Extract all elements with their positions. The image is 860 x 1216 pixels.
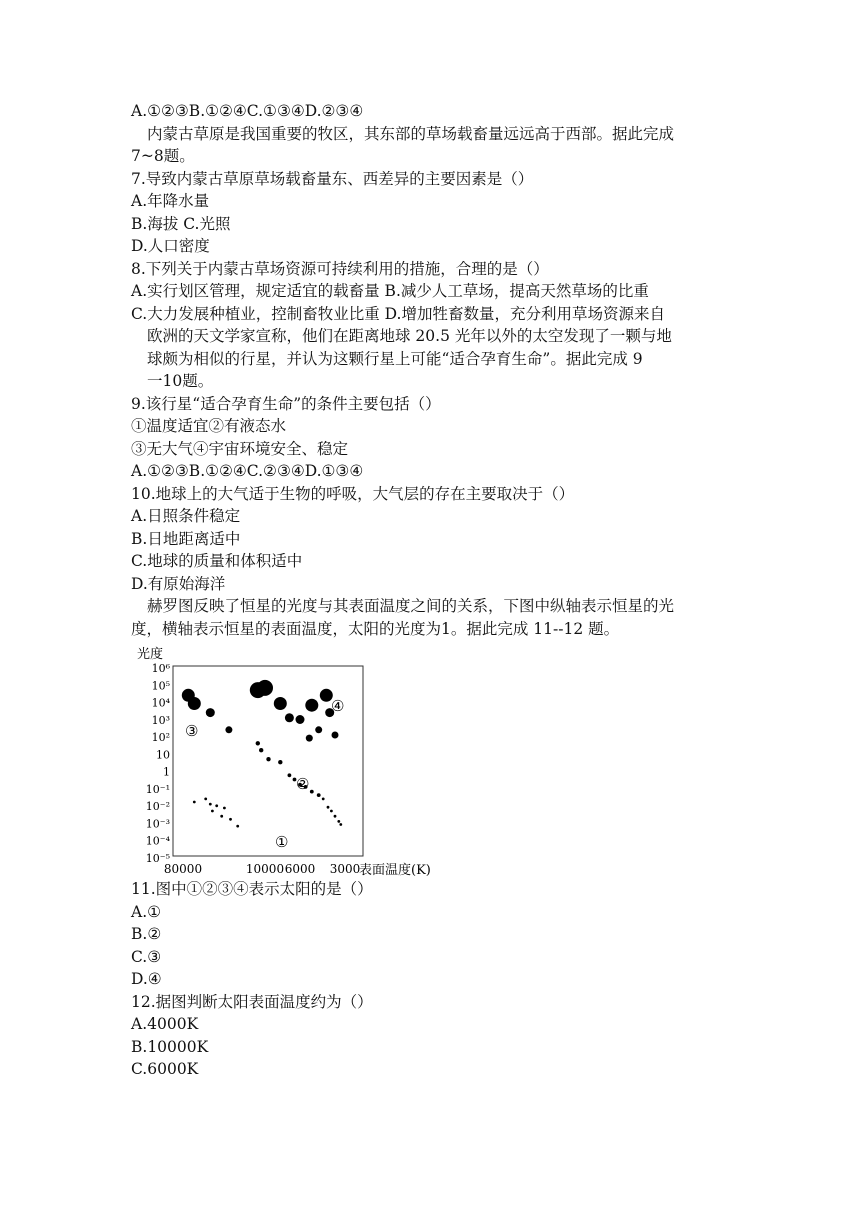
text-line: 一10题。 [147, 372, 214, 390]
star-point [223, 807, 226, 810]
star-point [209, 803, 212, 806]
question-line: B.10000K [131, 1037, 209, 1056]
x-axis-label: 表面温度(K) [359, 863, 431, 876]
group-label-1: ① [275, 833, 289, 851]
star-point [206, 708, 215, 717]
y-tick-label: 10⁴ [151, 696, 170, 710]
star-point [305, 699, 318, 712]
y-tick-label: 10⁻⁵ [145, 852, 170, 865]
star-point [229, 818, 232, 821]
y-tick-label: 10⁻² [145, 800, 170, 814]
text-line: 7~8题。 [131, 147, 195, 165]
star-point [322, 798, 325, 801]
text-line: A.①②③B.①②④C.②③④D.①③④ [131, 462, 364, 480]
y-tick-label: 10³ [151, 713, 170, 727]
group-label-3: ③ [185, 722, 199, 740]
star-point [259, 748, 263, 752]
group-label-2: ② [296, 775, 310, 793]
x-tick-label: 80000 [163, 862, 203, 876]
x-tick-labels [164, 862, 360, 876]
y-tick-label: 10² [151, 731, 170, 745]
text-line: ③无大气④宇宙环境安全、稳定 [131, 439, 349, 458]
y-axis-label: 光度 [137, 647, 164, 662]
x-tick-label: 10000 [245, 862, 285, 876]
text-line: D.有原始海洋 [131, 574, 226, 593]
text-line: 欧洲的天文学家宣称，他们在距离地球 20.5 光年以外的太空发现了一颗与地 [147, 327, 672, 345]
star-point [327, 806, 330, 809]
text-block-after-chart [131, 878, 731, 1081]
text-line: 7.导致内蒙古草原草场载畜量东、西差异的主要因素是（） [131, 169, 534, 188]
group-label-4: ④ [331, 697, 345, 715]
question-line: D.④ [131, 970, 162, 988]
hr-diagram [131, 644, 731, 876]
question-line: A.4000K [131, 1015, 199, 1033]
star-point [285, 713, 294, 722]
y-tick-label: 10⁶ [151, 662, 170, 675]
question-line: A.① [131, 902, 162, 921]
star-points [182, 680, 345, 828]
star-point [334, 815, 337, 818]
y-tick-label: 1 [163, 765, 170, 779]
star-point [188, 697, 201, 710]
star-point [220, 815, 223, 818]
question-line: B.② [131, 925, 162, 943]
star-point [296, 715, 305, 724]
text-block-before-chart [131, 100, 731, 640]
star-point [339, 823, 342, 826]
question-line: 11.图中①②③④表示太阳的是（） [131, 880, 373, 898]
text-line: A.①②③B.①②④C.①③④D.②③④ [131, 102, 364, 120]
text-line: 8.下列关于内蒙古草场资源可持续利用的措施，合理的是（） [131, 259, 549, 278]
star-point [315, 726, 322, 733]
text-line: 内蒙古草原是我国重要的牧区，其东部的草场载畜量远远高于西部。据此完成 [147, 124, 675, 143]
y-tick-label: 10⁻³ [145, 817, 170, 831]
text-line: A.日照条件稳定 [131, 507, 241, 525]
star-point [306, 735, 313, 742]
question-line: C.③ [131, 947, 162, 966]
star-point [266, 757, 270, 761]
star-point [193, 801, 196, 804]
star-point [337, 820, 340, 823]
y-tick-label: 10⁵ [151, 679, 170, 693]
text-line: A.实行划区管理，规定适宜的载畜量 B.减少人工草场，提高天然草场的比重 [131, 282, 649, 300]
x-tick-label: 6000 [284, 862, 316, 876]
text-line: ①温度适宜②有液态水 [131, 417, 287, 435]
question-line: 12.据图判断太阳表面温度约为（） [131, 992, 373, 1011]
document-page [131, 100, 731, 1081]
hr-diagram-svg [137, 644, 437, 876]
star-point [236, 825, 239, 828]
y-tick-label: 10 [156, 748, 170, 762]
text-line: 赫罗图反映了恒星的光度与其表面温度之间的关系，下图中纵轴表示恒星的光 [147, 597, 675, 615]
star-point [317, 793, 321, 797]
text-line: 10.地球上的大气适于生物的呼吸，大气层的存在主要取决于（） [131, 484, 575, 503]
star-point [204, 798, 207, 801]
y-tick-label: 10⁻⁴ [145, 834, 170, 848]
text-line: A.年降水量 [131, 192, 210, 210]
text-line: 球颇为相似的行星，并认为这颗行星上可能“适合孕育生命”。据此完成 9 [147, 349, 643, 368]
star-point [257, 680, 273, 696]
star-point [211, 810, 214, 813]
star-point [215, 804, 218, 807]
y-tick-labels [146, 662, 171, 865]
star-point [310, 790, 314, 794]
text-line: B.海拔 C.光照 [131, 214, 231, 233]
text-line: D.人口密度 [131, 237, 210, 255]
text-line: 度，横轴表示恒星的表面温度，太阳的光度为1。据此完成 11--12 题。 [131, 619, 620, 638]
question-line: C.6000K [131, 1060, 199, 1078]
text-line: 9.该行星“适合孕育生命”的条件主要包括（） [131, 394, 441, 413]
star-point [330, 810, 333, 813]
star-point [332, 732, 339, 739]
star-point [278, 760, 282, 764]
text-line: C.大力发展种植业，控制畜牧业比重 D.增加牲畜数量，充分利用草场资源来自 [131, 304, 665, 323]
star-point [225, 726, 232, 733]
y-tick-label: 10⁻¹ [145, 782, 170, 796]
x-tick-label: 3000 [329, 862, 361, 876]
text-line: C.地球的质量和体积适中 [131, 552, 303, 570]
star-point [274, 697, 287, 710]
star-point [288, 773, 292, 777]
text-line: B.日地距离适中 [131, 529, 241, 548]
star-point [256, 741, 260, 745]
